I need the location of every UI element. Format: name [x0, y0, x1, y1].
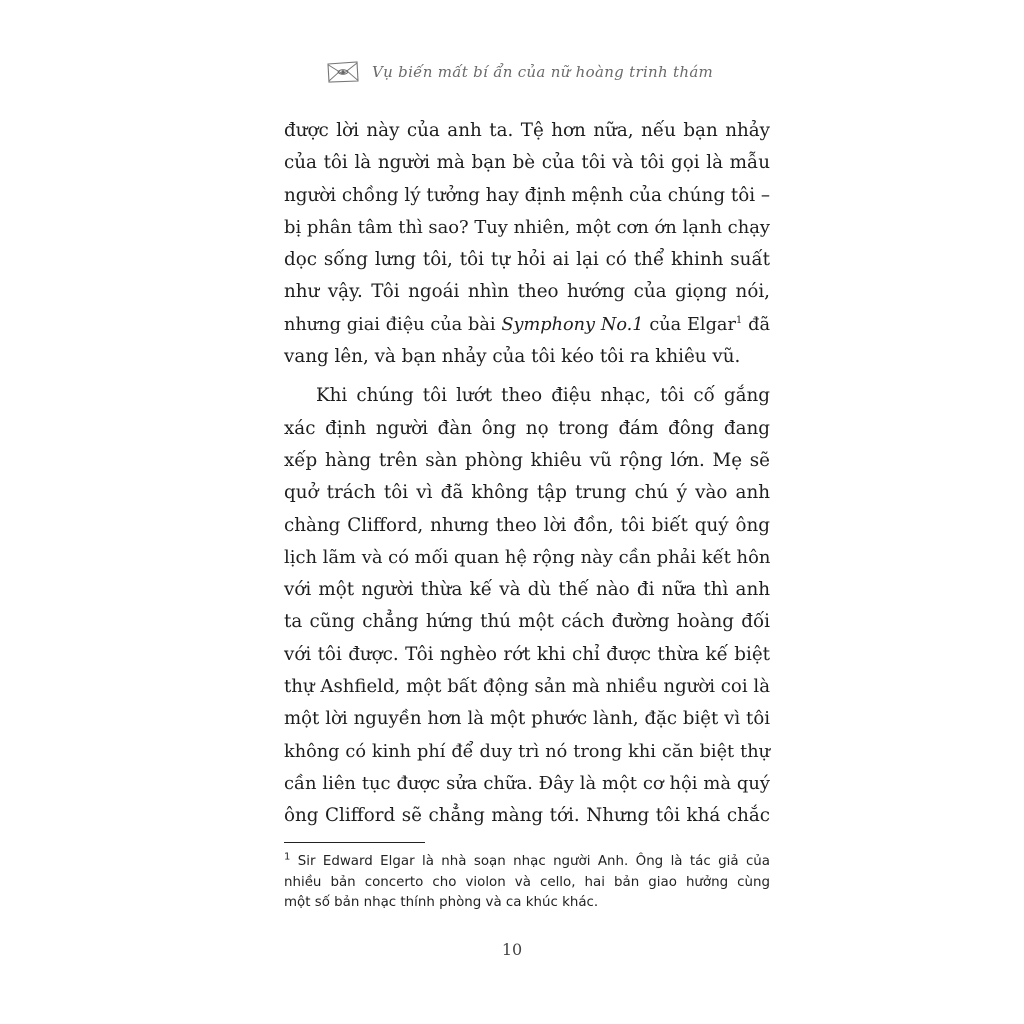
page-number: 10 [501, 940, 523, 959]
text-line: một lời nguyền hơn là một phước lành, đặc biệt vì tôi [284, 708, 770, 730]
envelope-icon [326, 60, 360, 84]
text-line: ta cũng chẳng hứng thú một cách đường hoàng đối [284, 611, 770, 633]
text-line: người chồng lý tưởng hay định mệnh của chúng tôi – [284, 184, 770, 206]
text-line: xác định người đàn ông nọ trong đám đông đang [284, 417, 770, 439]
footnote-line: một số bản nhạc thính phòng và ca khúc khác. [284, 895, 599, 910]
text-line: bị phân tâm thì sao? Tuy nhiên, một cơn ớn lạnh chạy [284, 216, 770, 238]
text-line: lịch lãm và có mối quan hệ rộng này cần phải kết hôn [284, 546, 771, 568]
footnote-line: nhiều bản concerto cho violon và cello, hai bản giao hưởng cùng [284, 874, 770, 890]
text-line: vang lên, và bạn nhảy của tôi kéo tôi ra khiêu vũ. [284, 346, 741, 368]
footnote-marker: 1 [284, 851, 291, 863]
text-line [284, 309, 770, 341]
paragraph-1 [284, 115, 770, 373]
body-text [284, 115, 770, 833]
book-title: Vụ biến mất bí ẩn của nữ hoàng trinh thám [372, 63, 714, 81]
text-line: quở trách tôi vì đã không tập trung chú ý vào anh [284, 482, 770, 504]
footnote-line [284, 852, 770, 873]
text-line: xếp hàng trên sàn phòng khiêu vũ rộng lớn. Mẹ sẽ [284, 449, 770, 471]
text-line: không có kinh phí để duy trì nó trong khi căn biệt thự [284, 741, 770, 762]
text-fragment: đã [742, 314, 770, 335]
text-line: được lời này của anh ta. Tệ hơn nữa, nếu bạn nhảy [284, 120, 770, 141]
text-line: với một người thừa kế và dù thế nào đi nữa thì anh [284, 579, 770, 601]
footnote-text: Sir Edward Elgar là nhà soạn nhạc người Anh. Ông là tác giả của [290, 854, 770, 869]
footnote [284, 852, 770, 914]
text-line: thự Ashfield, một bất động sản mà nhiều người coi là [284, 676, 770, 698]
text-line: của tôi là người mà bạn bè của tôi và tôi gọi là mẫu [284, 152, 770, 174]
text-line: dọc sống lưng tôi, tôi tự hỏi ai lại có thể khinh suất [284, 249, 770, 271]
text-fragment: của Elgar [643, 314, 736, 335]
footnote-reference[interactable]: 1 [735, 314, 743, 326]
text-fragment: nhưng giai điệu của bài [284, 314, 502, 335]
symphony-title: Symphony No.1 [501, 314, 644, 335]
text-line: như vậy. Tôi ngoái nhìn theo hướng của giọng nói, [284, 281, 770, 303]
text-line: ông Clifford sẽ chẳng màng tới. Nhưng tôi khá chắc [284, 805, 770, 827]
running-header [326, 60, 713, 84]
text-line: với tôi được. Tôi nghèo rớt khi chỉ được thừa kế biệt [284, 643, 770, 665]
text-line: cần liên tục được sửa chữa. Đây là một cơ hội mà quý [284, 772, 770, 794]
paragraph-2 [284, 380, 770, 832]
footnote-divider [284, 842, 425, 843]
text-line: Khi chúng tôi lướt theo điệu nhạc, tôi cố gắng [316, 385, 770, 407]
text-line: chàng Clifford, nhưng theo lời đồn, tôi biết quý ông [284, 514, 770, 536]
